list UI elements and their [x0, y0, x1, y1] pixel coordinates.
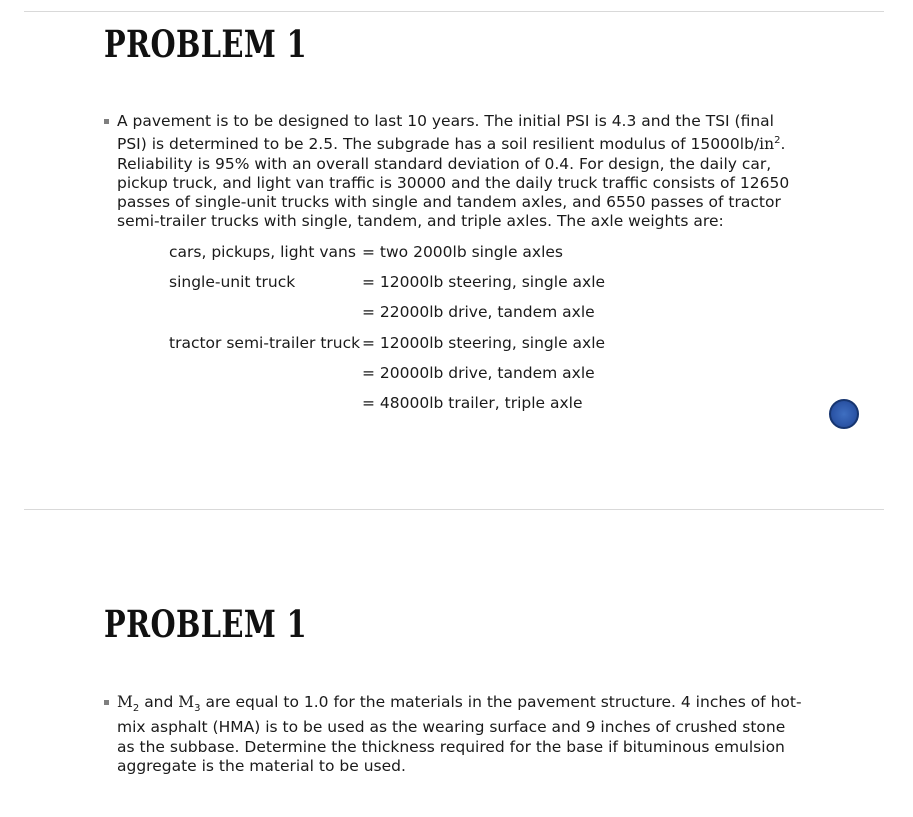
slide-2-bullet	[104, 693, 804, 776]
table-row	[169, 358, 605, 388]
table-row	[169, 267, 605, 297]
slide-1-text-after-unit: . Reliability is 95% with an overall standard deviation of 0.4. For design, the daily car, pickup truck, and light van traffic is 30000 and the daily truck traffic consists of 12650 passes of single-unit trucks with single and tandem axles, and 6550 passes of tractor semi-trailer trucks with single, tandem, and triple axles. The axle weights are:	[117, 135, 790, 231]
axle-category: single-unit truck	[169, 273, 296, 292]
axle-category: tractor semi-trailer truck	[169, 333, 361, 352]
slide-separator	[24, 509, 884, 510]
axle-weight: = 12000lb steering, single axle	[362, 333, 606, 352]
unit-inch: in	[759, 135, 775, 154]
bullet-square-icon	[104, 700, 109, 705]
table-row	[169, 297, 605, 327]
m3-subscript: 3	[194, 703, 201, 715]
axle-category: cars, pickups, light vans	[169, 243, 356, 262]
slide-1-bullet	[104, 112, 804, 231]
axle-weight: = 22000lb drive, tandem axle	[362, 303, 595, 322]
m-symbol: M	[117, 693, 133, 711]
slide-1-title: PROBLEM 1	[104, 22, 308, 66]
bullet-square-icon	[104, 119, 109, 124]
table-row	[169, 328, 605, 358]
axle-weight: = two 2000lb single axles	[362, 243, 564, 262]
m2-subscript: 2	[132, 703, 140, 715]
slide-2-text: are equal to 1.0 for the materials in the pavement structure. 4 inches of hot-mix asphalt (HMA) is to be used as the wearing surface and 9 inches of crushed stone as the subbase. Determine the thickness required for the base if bituminous emulsion aggregate is the material to be used.	[117, 693, 802, 775]
and-word: and	[144, 693, 174, 711]
axle-weight: = 12000lb steering, single axle	[362, 273, 606, 292]
navigation-dot-button[interactable]	[829, 399, 859, 429]
slide-1-bullet-paragraph	[104, 112, 804, 231]
m-symbol: M	[178, 693, 195, 711]
unit-exponent: 2	[774, 135, 781, 147]
axle-weight: = 48000lb trailer, triple axle	[362, 394, 583, 413]
table-row	[169, 237, 605, 267]
slide-2-title: PROBLEM 1	[104, 602, 308, 646]
table-row	[169, 388, 605, 418]
axle-weights-table	[169, 237, 605, 418]
slide-1-text-before-unit: A pavement is to be designed to last 10 years. The initial PSI is 4.3 and the TSI (final PSI) is determined to be 2.5. The subgrade has a soil resilient modulus of 15000lb/	[117, 112, 774, 154]
slide-1-top-divider	[24, 11, 884, 12]
slide-2-bullet-paragraph	[104, 693, 804, 776]
axle-weight: = 20000lb drive, tandem axle	[362, 363, 595, 382]
